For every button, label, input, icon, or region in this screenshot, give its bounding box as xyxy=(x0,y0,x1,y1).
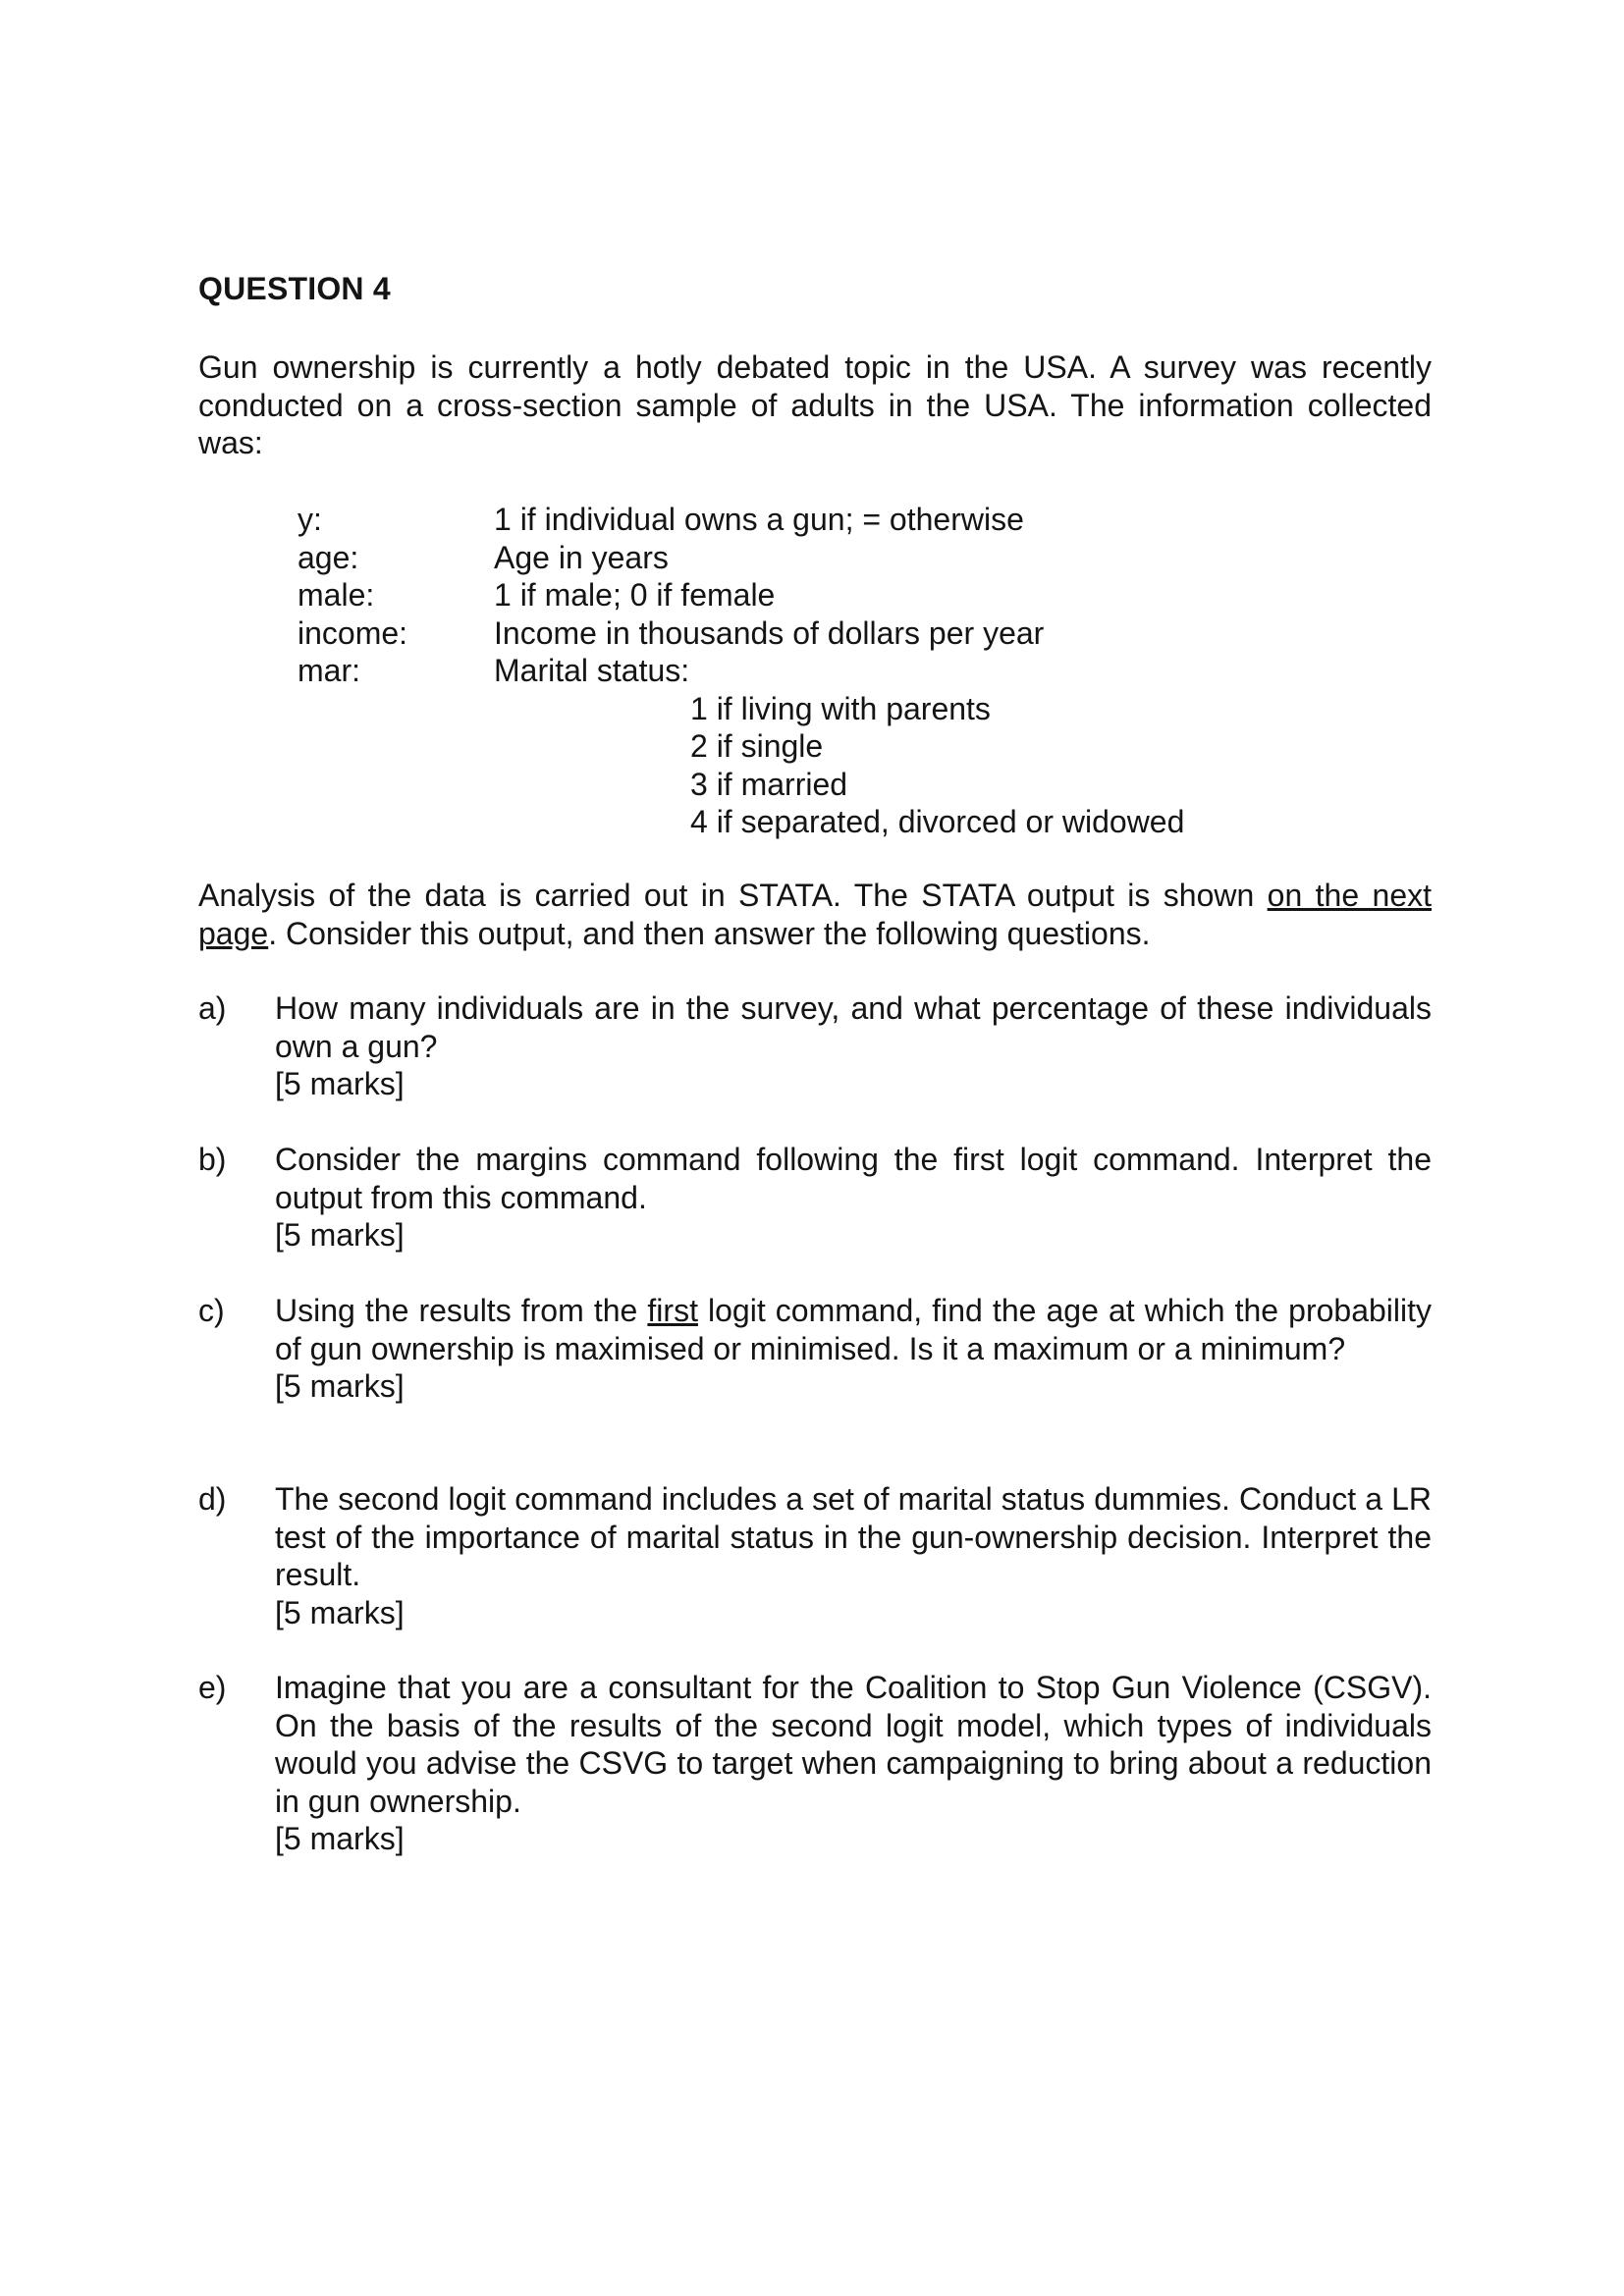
variable-description: Age in years xyxy=(494,539,669,575)
variable-row xyxy=(298,539,1184,577)
question-heading: QUESTION 4 xyxy=(198,271,391,306)
question-text: How many individuals are in the survey, and what percentage of these individuals own a gun? xyxy=(275,990,1432,1064)
question-b xyxy=(198,1141,1432,1255)
marital-option: 1 if living with parents xyxy=(690,690,991,726)
question-label: e) xyxy=(198,1670,227,1705)
question-e xyxy=(198,1669,1432,1858)
question-label: c) xyxy=(198,1293,225,1328)
variable-description: 1 if individual owns a gun; = otherwise xyxy=(494,502,1024,537)
question-text-part: Using the results from the xyxy=(275,1293,648,1328)
variable-row xyxy=(298,576,1184,614)
question-text: Consider the margins command following the first logit command. Interpret the output from this command. xyxy=(275,1142,1432,1215)
question-label: b) xyxy=(198,1142,227,1177)
marital-option: 4 if separated, divorced or widowed xyxy=(690,804,1185,839)
question-text: Imagine that you are a consultant for the Coalition to Stop Gun Violence (CSGV). On the basis of the results of the second logit model, which types of individuals would you advise the CSVG to target when campaigning to bring about a reduction in gun ownership. xyxy=(275,1670,1432,1819)
variable-row xyxy=(298,614,1184,653)
question-a xyxy=(198,989,1432,1103)
variable-list xyxy=(298,501,1184,841)
question-label: a) xyxy=(198,990,227,1026)
analysis-text: Analysis of the data is carried out in STATA. The STATA output is shown xyxy=(198,878,1268,913)
variable-name: age: xyxy=(298,539,359,575)
question-c xyxy=(198,1292,1432,1406)
question-text: The second logit command includes a set of marital status dummies. Conduct a LR test of the importance of marital status in the gun-ownership decision. Interpret the result. xyxy=(275,1481,1432,1592)
emphasis-first: first xyxy=(647,1293,698,1328)
question-text xyxy=(275,1292,1432,1367)
question-marks: [5 marks] xyxy=(275,1594,405,1630)
variable-name: y: xyxy=(298,502,322,537)
marital-option: 2 if single xyxy=(690,728,824,764)
question-marks: [5 marks] xyxy=(275,1368,405,1404)
next-page-reference: on the next page xyxy=(198,878,1432,951)
analysis-text: . Consider this output, and then answer the following questions. xyxy=(268,915,1151,951)
variable-row xyxy=(298,652,1184,690)
question-d xyxy=(198,1480,1432,1631)
variable-row xyxy=(298,501,1184,539)
variable-description: 1 if male; 0 if female xyxy=(494,577,776,613)
variable-name: mar: xyxy=(298,653,360,688)
intro-paragraph: Gun ownership is currently a hotly debated topic in the USA. A survey was recently conducted on a cross-section sample of adults in the USA. The information collected was: xyxy=(198,349,1432,460)
variable-name: income: xyxy=(298,614,408,651)
question-marks: [5 marks] xyxy=(275,1821,405,1856)
question-marks: [5 marks] xyxy=(275,1066,405,1101)
variable-description: Income in thousands of dollars per year xyxy=(494,614,1045,651)
question-marks: [5 marks] xyxy=(275,1217,405,1253)
analysis-paragraph xyxy=(198,877,1432,952)
marital-option: 3 if married xyxy=(690,766,848,802)
variable-name: male: xyxy=(298,577,375,613)
marital-options xyxy=(298,690,1184,841)
question-text-part: logit command, find the age at which the probability of gun ownership is maximised or minimised. Is it a maximum or a minimum? xyxy=(275,1293,1433,1366)
variable-description: Marital status: xyxy=(494,653,690,688)
question-label: d) xyxy=(198,1481,227,1517)
